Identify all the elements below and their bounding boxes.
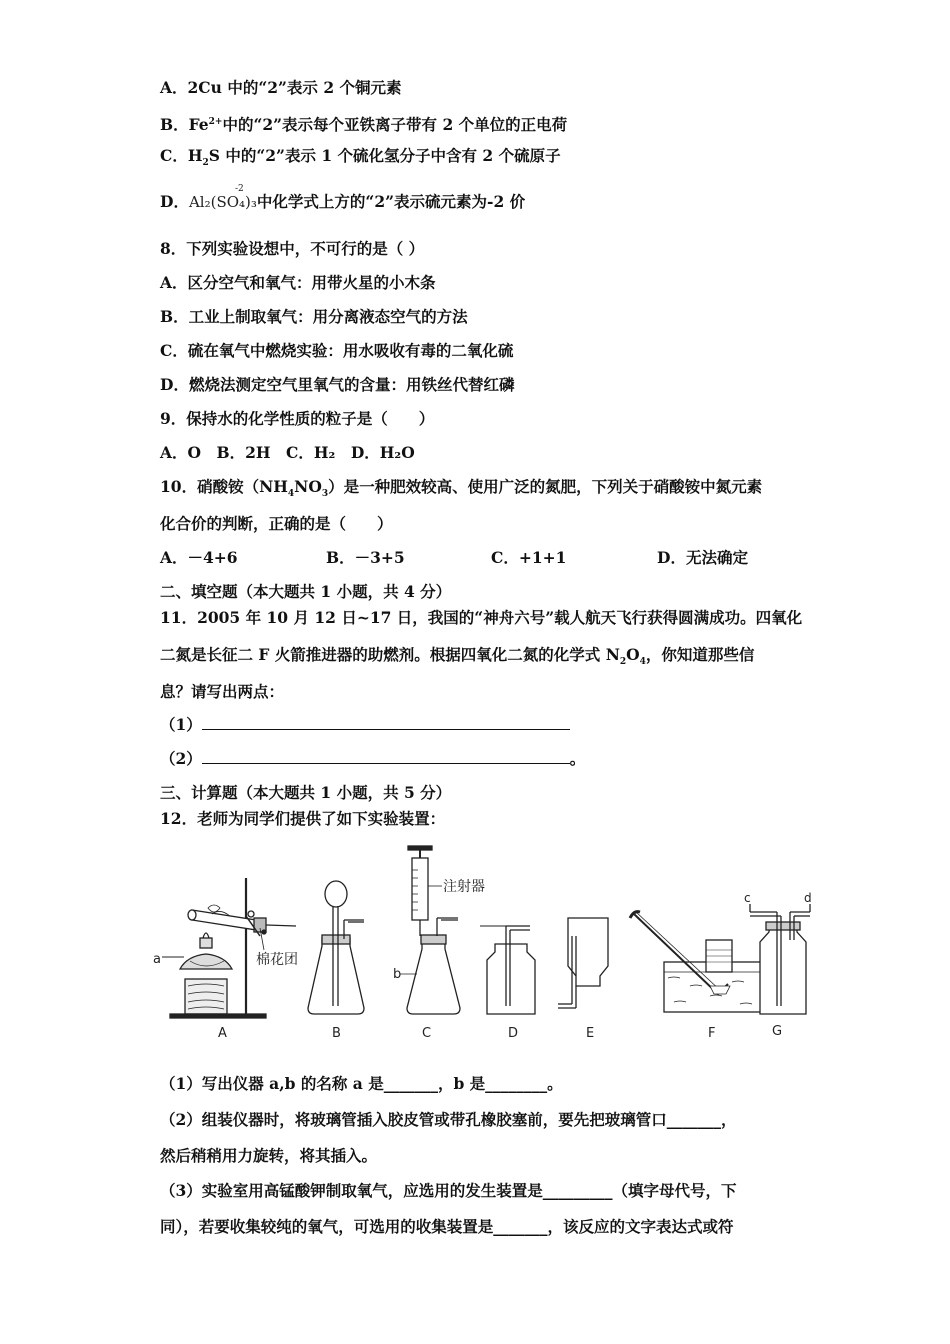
q12-part-3-line1: （3）实验室用高锰酸钾制取氧气，应选用的发生装置是_________（填字母代号，下 (160, 1181, 737, 1200)
q8-option-b: B．工业上制取氧气：用分离液态空气的方法 (160, 307, 468, 326)
apparatus-a (153, 878, 298, 1041)
q10-stem-line1: 10．硝酸铵$(NH_4NO_3)$是一种肥效较高、使用广泛的氮肥，下列关于硝酸铵中氮元素 (160, 477, 763, 500)
q10-option-a: A．－4+6 (160, 548, 238, 567)
label-a: a (153, 952, 161, 967)
label-b: b (393, 967, 402, 982)
q12-part-3-line2: 同），若要收集较纯的氧气，可选用的收集装置是_______，该反应的文字表达式或符 (160, 1217, 734, 1236)
q10-stem-line2: 化合价的判断，正确的是（ ） (160, 514, 393, 533)
q9-stem: 9．保持水的化学性质的粒子是（ ） (160, 409, 435, 428)
q7-option-a: A．2Cu 中的“2”表示 2 个铜元素 (160, 78, 402, 97)
apparatus-d (480, 926, 535, 1041)
q11-answer-1: （1） (160, 715, 570, 735)
label-A: A (218, 1026, 227, 1041)
q11-line1: 11．2005 年 10 月 12 日~17 日，我国的“神舟六号”载人航天飞行获得圆满成功。四氧化 (160, 608, 803, 627)
label-C: C (422, 1026, 432, 1041)
apparatus-f (630, 912, 764, 1041)
q10-option-c: C．+1+1 (491, 548, 567, 567)
label-B: B (332, 1026, 341, 1041)
q11-line3: 息？请写出两点： (160, 682, 285, 701)
q12-stem: 12．老师为同学们提供了如下实验装置： (160, 809, 446, 828)
label-c: c (744, 891, 751, 905)
q11-line2: 二氮是长征二 F 火箭推进器的助燃剂。根据四氧化二氮的化学式 $N_2O_4$，你知道那些信 (160, 645, 755, 668)
q7-option-d: D． -2 Al₂(SO₄)₃中化学式上方的“2”表示硫元素为-2 价 (160, 184, 526, 211)
label-D: D (508, 1026, 519, 1041)
answer-blank-1[interactable] (202, 715, 570, 730)
q9-options: A．O B．2H C．H₂ D．H₂O (160, 443, 415, 462)
apparatus-b (308, 881, 364, 1041)
label-syringe: 注射器 (443, 879, 485, 895)
q7-option-b: B．$Fe^{2+}$中的“2”表示每个亚铁离子带有 2 个单位的正电荷 (160, 115, 568, 135)
q12-part-2-line2: 然后稍稍用力旋转，将其插入。 (160, 1146, 378, 1165)
q8-stem: 8．下列实验设想中，不可行的是（ ） (160, 239, 425, 258)
apparatus-c (393, 846, 485, 1041)
lab-apparatus-figure (150, 836, 830, 1046)
section-heading-calculation: 三、计算题（本大题共 1 小题，共 5 分） (160, 783, 452, 802)
q11-answer-2: （2） 。 (160, 749, 586, 768)
al2so43-formula: -2 Al₂(SO₄)₃ (188, 184, 257, 211)
label-F: F (708, 1026, 716, 1041)
answer-blank-2[interactable] (202, 749, 570, 764)
apparatus-e (558, 918, 608, 1041)
q7-option-c: C．$H_2S$ 中的“2”表示 1 个硫化氢分子中含有 2 个硫原子 (160, 146, 561, 169)
section-heading-fill-in: 二、填空题（本大题共 1 小题，共 4 分） (160, 582, 452, 601)
label-G: G (772, 1024, 783, 1039)
q8-option-c: C．硫在氧气中燃烧实验：用水吸收有毒的二氧化硫 (160, 341, 514, 360)
q12-part-1: （1）写出仪器 a,b 的名称 a 是_______，b 是________。 (160, 1074, 563, 1093)
label-cotton: 棉花团 (256, 952, 298, 968)
q8-option-d: D．燃烧法测定空气里氧气的含量：用铁丝代替红磷 (160, 375, 515, 394)
q10-option-d: D．无法确定 (657, 548, 748, 567)
q10-option-b: B．－3+5 (326, 548, 405, 567)
label-d: d (804, 891, 812, 905)
label-E: E (586, 1026, 595, 1041)
q12-part-2-line1: （2）组装仪器时，将玻璃管插入胶皮管或带孔橡胶塞前，要先把玻璃管口_______， (160, 1110, 737, 1129)
q8-option-a: A．区分空气和氧气：用带火星的小木条 (160, 273, 436, 292)
